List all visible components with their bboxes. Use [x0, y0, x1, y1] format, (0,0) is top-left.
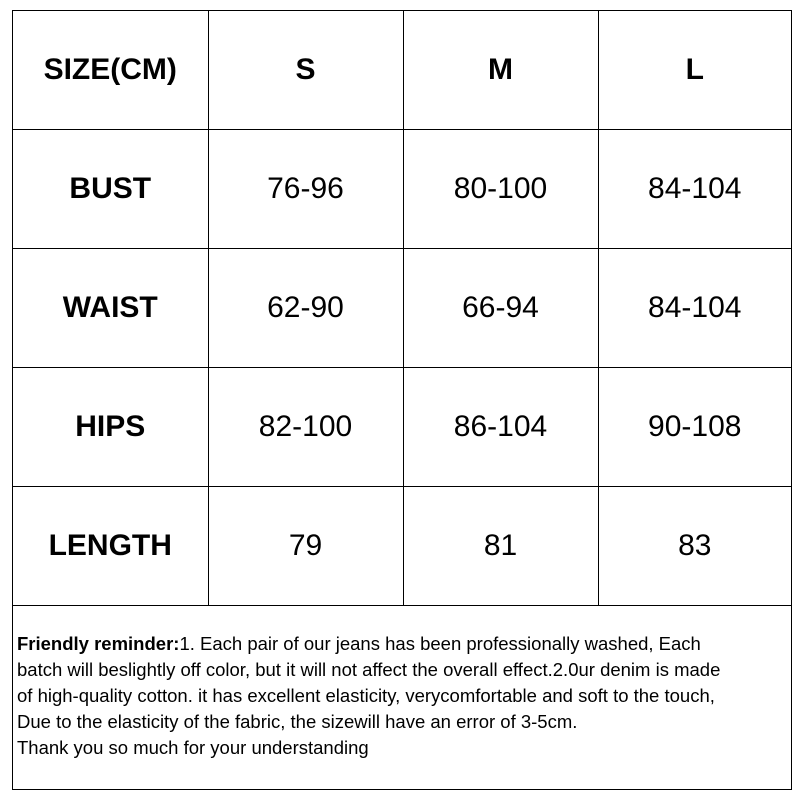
cell-bust-m: 80-100	[403, 130, 598, 249]
cell-waist-l: 84-104	[598, 249, 791, 368]
cell-length-s: 79	[208, 487, 403, 606]
cell-hips-m: 86-104	[403, 368, 598, 487]
table-row	[13, 368, 791, 487]
cell-hips-s: 82-100	[208, 368, 403, 487]
table-header-row	[13, 11, 791, 130]
table-row	[13, 487, 791, 606]
cell-bust-s: 76-96	[208, 130, 403, 249]
header-cell-size: SIZE(CM)	[13, 11, 208, 130]
cell-hips-l: 90-108	[598, 368, 791, 487]
cell-waist-s: 62-90	[208, 249, 403, 368]
cell-length-m: 81	[403, 487, 598, 606]
cell-bust-l: 84-104	[598, 130, 791, 249]
cell-length-l: 83	[598, 487, 791, 606]
note-text-1: 1. Each pair of our jeans has been professionally washed, Each	[179, 633, 701, 654]
row-label-length: LENGTH	[13, 487, 208, 606]
row-label-bust: BUST	[13, 130, 208, 249]
size-chart-sheet	[12, 10, 792, 790]
header-cell-l: L	[598, 11, 791, 130]
note-line-2: batch will beslightly off color, but it will not affect the overall effect.2.0ur denim is made	[17, 659, 721, 680]
row-label-hips: HIPS	[13, 368, 208, 487]
size-table	[13, 11, 791, 606]
header-cell-s: S	[208, 11, 403, 130]
note-line-3: of high-quality cotton. it has excellent elasticity, verycomfortable and soft to the touch,	[17, 685, 715, 706]
note-line-4: Due to the elasticity of the fabric, the sizewill have an error of 3-5cm.	[17, 711, 578, 732]
row-label-waist: WAIST	[13, 249, 208, 368]
table-row	[13, 249, 791, 368]
cell-waist-m: 66-94	[403, 249, 598, 368]
note-line-5: Thank you so much for your understanding	[17, 737, 369, 758]
table-row	[13, 130, 791, 249]
friendly-reminder-note	[17, 631, 789, 761]
header-cell-m: M	[403, 11, 598, 130]
note-title: Friendly reminder:	[17, 633, 180, 654]
note-line-1	[17, 631, 789, 657]
